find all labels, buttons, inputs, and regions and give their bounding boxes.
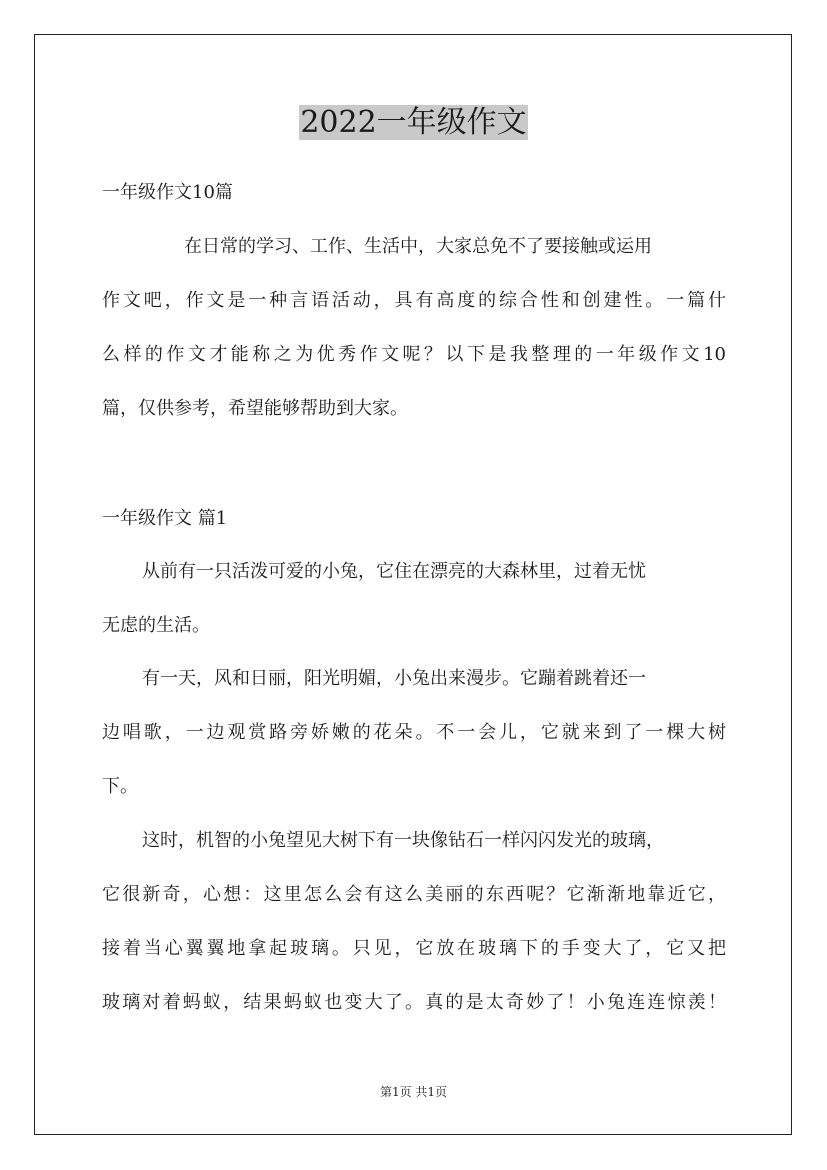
body-line-3: 有一天，风和日丽，阳光明媚，小兔出来漫步。它蹦着跳着还一 (142, 668, 646, 689)
body-line-8: 接着当心翼翼地拿起玻璃。只见，它放在玻璃下的手变大了，它又把 (102, 938, 726, 959)
document-subtitle: 一年级作文10篇 (102, 182, 233, 203)
body-line-4: 边唱歌，一边观赏路旁娇嫩的花朵。不一会儿，它就来到了一棵大树 (102, 722, 726, 743)
body-line-6: 这时，机智的小兔望见大树下有一块像钻石一样闪闪发光的玻璃， (142, 830, 664, 851)
intro-line-2: 作文吧，作文是一种言语活动，具有高度的综合性和创建性。一篇什 (102, 290, 726, 311)
section-heading: 一年级作文 篇1 (102, 508, 228, 529)
page-footer: 第1页 共1页 (379, 1085, 448, 1099)
intro-line-1: 在日常的学习、工作、生活中，大家总免不了要接触或运用 (184, 236, 652, 257)
document-title-wrapper (0, 104, 827, 142)
body-line-2: 无虑的生活。 (102, 615, 210, 636)
body-line-1: 从前有一只活泼可爱的小兔，它住在漂亮的大森林里，过着无忧 (142, 561, 646, 582)
body-line-5: 下。 (102, 776, 138, 797)
body-line-9: 玻璃对着蚂蚁，结果蚂蚁也变大了。真的是太奇妙了！小兔连连惊羡！ (102, 992, 726, 1013)
intro-line-4: 篇，仅供参考，希望能够帮助到大家。 (102, 398, 408, 419)
body-line-7: 它很新奇，心想：这里怎么会有这么美丽的东西呢？它渐渐地靠近它， (102, 884, 726, 905)
document-title: 2022一年级作文 (300, 105, 527, 140)
intro-line-3: 么样的作文才能称之为优秀作文呢？以下是我整理的一年级作文10 (102, 344, 726, 365)
